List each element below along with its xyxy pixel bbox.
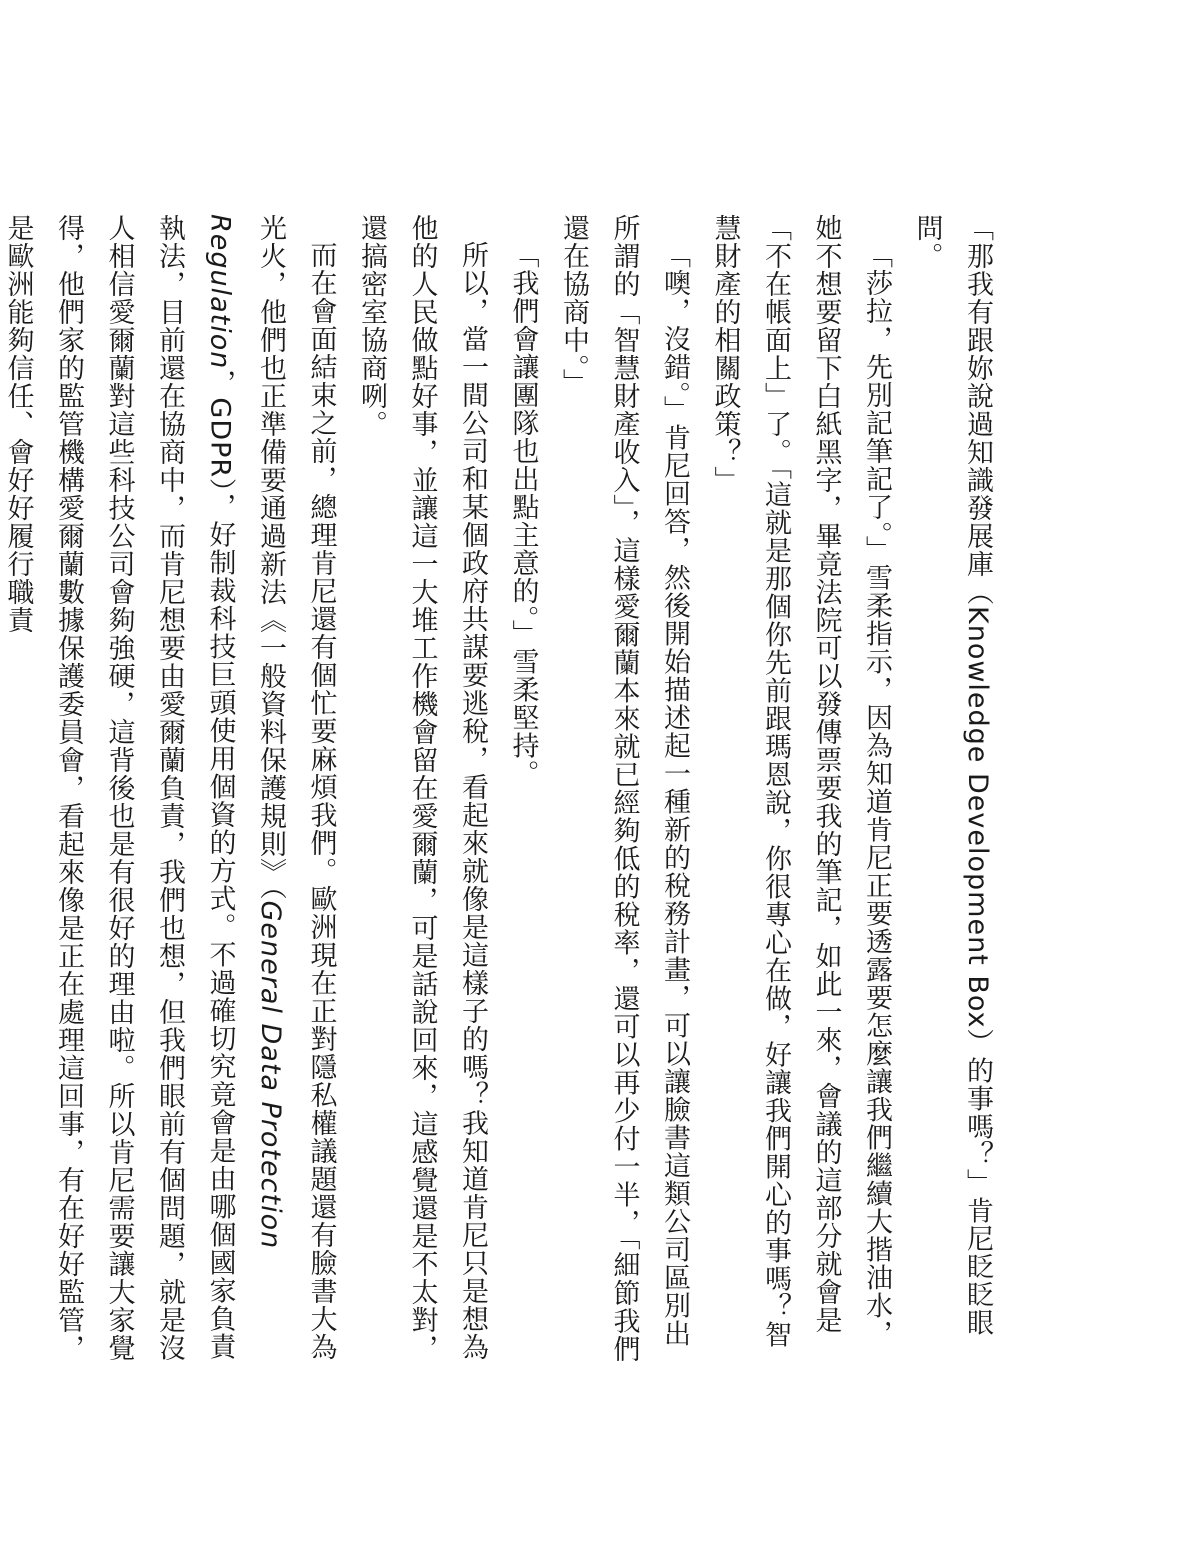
paragraph-3: 「噢，沒錯。」肯尼回答，然後開始描述起一種新的稅務計畫，可以讓臉書這類公司區別出所謂的「智慧財產收入」，這樣愛爾蘭本來就已經夠低的稅率，還可以再少付一半，「細節我們還在協商中。」 <box>558 214 690 1363</box>
paragraph-6 <box>0 214 346 1364</box>
paragraph-6-part-a: 而在會面結束之前，總理肯尼還有個忙要麻煩我們。歐洲現在正對隱私權議題還有臉書大為光火，他們也正準備要通過新法《一般資料保護規則》（ <box>255 214 337 1361</box>
paragraph-2: 「莎拉，先別記筆記了。」雪柔指示，因為知道肯尼正要透露要怎麼讓我們繼續大揩油水，她不想要留下白紙黑字，畢竟法院可以發傳票要我的筆記，如此一來，會議的這部分就會是「不在帳面上」了。「這就是那個你先前跟瑪恩說，你很專心在做，好讓我們開心的事嗎？智慧財產的相關政策？」 <box>709 214 892 1349</box>
paragraph-1: 「那我有跟妳說過知識發展庫（Knowledge Development Box）的事嗎？」肯尼眨眨眼問。 <box>911 214 993 1337</box>
gdpr-english-title: General Data Protection Regulation <box>204 214 286 1250</box>
paragraph-6-part-c: ，GDPR），好制裁科技巨頭使用個資的方式。不過確切究竟會是由哪個國家負責執法，目前還在協商中，而肯尼想要由愛爾蘭負責，我們也想，但我們眼前有個問題，就是沒人相信愛爾蘭對這些科技公司會夠強硬，這背後也是有很好的理由啦。所以肯尼需要讓大家覺得，他們家的監管機構愛爾蘭數據保護委員會，看起來像是正在處理這回事，有在好好監管，是歐洲能夠信任、會好好履行職責 <box>2 214 236 1362</box>
paragraph-4: 「我們會讓團隊也出點主意的。」雪柔堅持。 <box>507 241 539 788</box>
paragraph-5: 所以，當一間公司和某個政府共謀要逃稅，看起來就像是這樣子的嗎？我知道肯尼只是想為他的人民做點好事，並讓這一大堆工作機會留在愛爾蘭，可是話說回來，這感覺還是不太對，還搞密室協商咧。 <box>356 214 488 1362</box>
vertical-text-body <box>0 214 1002 1364</box>
